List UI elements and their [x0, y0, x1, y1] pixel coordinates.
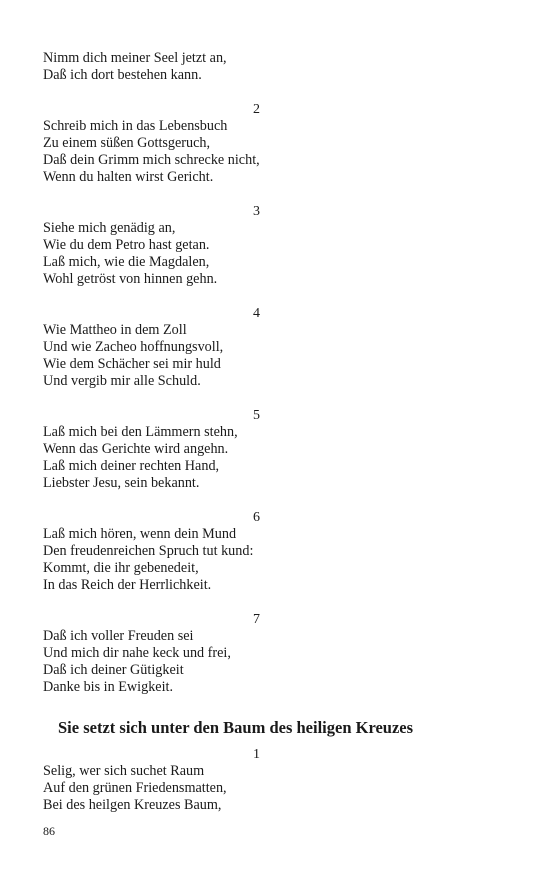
- verse-line: Wie du dem Petro hast getan.: [43, 237, 210, 253]
- stanza-number: 4: [253, 306, 260, 321]
- verse-line: Und vergib mir alle Schuld.: [43, 373, 201, 389]
- stanza-number: 5: [253, 408, 260, 423]
- stanza-1-poem2: [43, 746, 513, 814]
- verse-line: Nimm dich meiner Seel jetzt an,: [43, 50, 227, 66]
- verse-line: Daß ich voller Freuden sei: [43, 628, 194, 644]
- verse-line: Schreib mich in das Lebensbuch: [43, 118, 228, 134]
- verse-line: Liebster Jesu, sein bekannt.: [43, 475, 200, 491]
- verse-line: Laß mich deiner rechten Hand,: [43, 458, 220, 474]
- stanza-4: [43, 305, 513, 390]
- verse-line: Daß ich dort bestehen kann.: [43, 67, 202, 83]
- poem-heading: Sie setzt sich unter den Baum des heiligen Kreuzes: [58, 718, 414, 737]
- stanza-number: 6: [253, 510, 260, 525]
- verse-line: Wohl getröst von hinnen gehn.: [43, 271, 218, 287]
- stanza-5: [43, 407, 513, 492]
- page-body: [43, 50, 513, 814]
- stanza-1: [43, 50, 513, 84]
- page-number: 86: [43, 824, 55, 838]
- stanza-number: 7: [253, 612, 260, 627]
- verse-line: Danke bis in Ewigkeit.: [43, 679, 174, 695]
- verse-line: Zu einem süßen Gottsgeruch,: [43, 135, 211, 151]
- stanza-number: 1: [253, 747, 260, 762]
- verse-line: In das Reich der Herrlichkeit.: [43, 577, 212, 593]
- verse-line: Und wie Zacheo hoffnungsvoll,: [43, 339, 224, 355]
- verse-line: Laß mich hören, wenn dein Mund: [43, 526, 237, 542]
- stanza-number: 3: [253, 204, 260, 219]
- verse-line: Selig, wer sich suchet Raum: [43, 763, 205, 779]
- stanza-3: [43, 203, 513, 288]
- verse-line: Und mich dir nahe keck und frei,: [43, 645, 231, 661]
- verse-line: Daß ich deiner Gütigkeit: [43, 662, 184, 678]
- verse-line: Wenn das Gerichte wird angehn.: [43, 441, 229, 457]
- verse-line: Wenn du halten wirst Gericht.: [43, 169, 214, 185]
- verse-line: Wie dem Schächer sei mir huld: [43, 356, 221, 372]
- verse-line: Daß dein Grimm mich schrecke nicht,: [43, 152, 260, 168]
- stanza-7: [43, 611, 513, 696]
- verse-line: Den freudenreichen Spruch tut kund:: [43, 543, 254, 559]
- verse-line: Kommt, die ihr gebenedeit,: [43, 560, 199, 576]
- verse-line: Wie Mattheo in dem Zoll: [43, 322, 187, 338]
- verse-line: Bei des heilgen Kreuzes Baum,: [43, 797, 222, 813]
- verse-line: Laß mich, wie die Magdalen,: [43, 254, 210, 270]
- stanza-2: [43, 101, 513, 186]
- stanza-6: [43, 509, 513, 594]
- stanza-number: 2: [253, 102, 260, 117]
- verse-line: Siehe mich genädig an,: [43, 220, 176, 236]
- verse-line: Laß mich bei den Lämmern stehn,: [43, 424, 238, 440]
- verse-line: Auf den grünen Friedensmatten,: [43, 780, 227, 796]
